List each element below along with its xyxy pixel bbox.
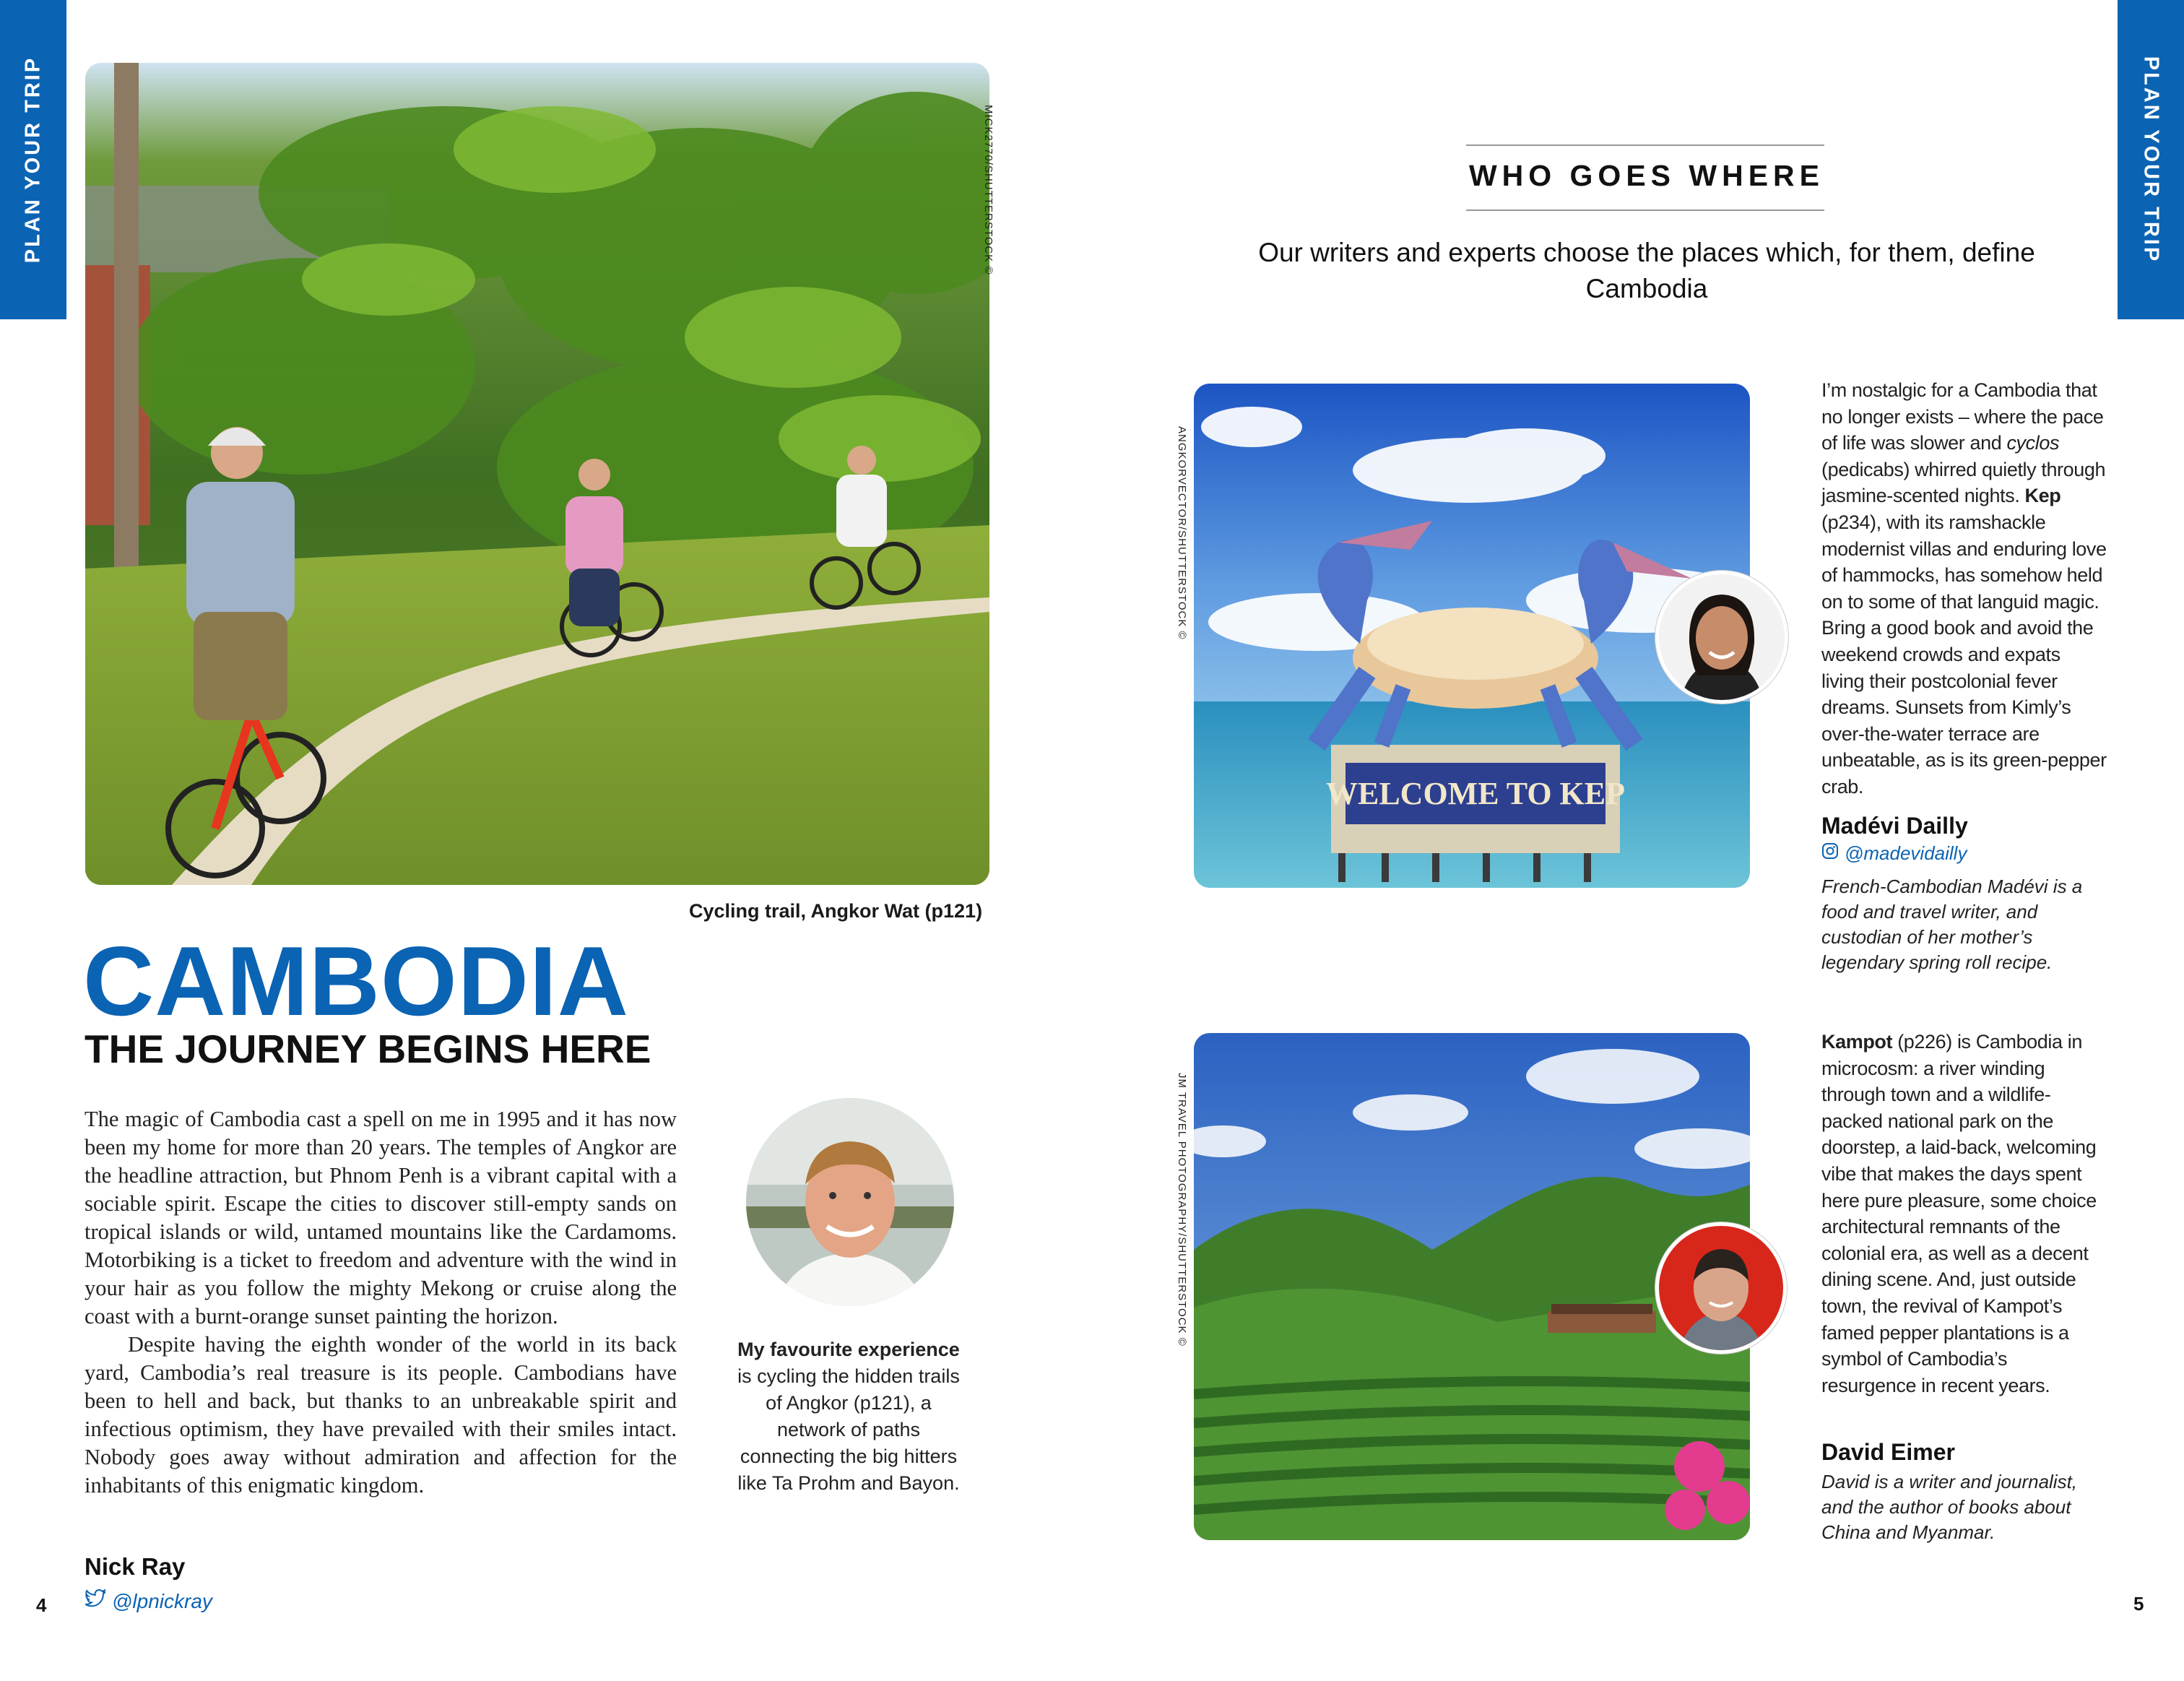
- page-number-right: 5: [2133, 1593, 2144, 1615]
- kep-text-0: I’m nostalgic for a Cambodia that no longer exists – where the pace of life was slower and: [1821, 379, 2104, 454]
- author-handle-text: @lpnickray: [112, 1589, 212, 1612]
- page-subtitle: THE JOURNEY BEGINS HERE: [84, 1027, 651, 1071]
- kampot-photo-credit: JM TRAVEL PHOTOGRAPHY/SHUTTERSTOCK ©: [1176, 1073, 1188, 1347]
- who-goes-where-heading: WHO GOES WHERE: [1468, 159, 1825, 192]
- favourite-experience: [729, 1336, 968, 1497]
- author-avatar-nick-ray: [746, 1098, 954, 1306]
- who-goes-where-subheading: Our writers and experts choose the places which, for them, define Cambodia: [1258, 238, 2035, 303]
- writer-name-madevi: Madévi Dailly: [1821, 813, 1968, 839]
- favourite-text: is cycling the hidden trails of Angkor (p121), a network of paths connecting the big hitters like Ta Prohm and Bayon.: [737, 1365, 960, 1494]
- writer-handle-madevi-text: @madevidailly: [1845, 842, 1967, 864]
- intro-paragraph: Despite having the eighth wonder of the world in its back yard, Cambodia’s real treasure is its people. Cambodians have been to hell and back, but thanks to an unbreakable spirit and infectious optimism, they have prevailed with their smiles intact. Nobody goes away without admiration and affection for the inhabitants of this enigmatic kingdom.: [84, 1332, 677, 1498]
- heading-rule-bottom: [1466, 209, 1824, 211]
- side-tab-left-label: PLAN YOUR TRIP: [21, 56, 45, 264]
- intro-text: [84, 1105, 677, 1500]
- side-tab-left: [0, 0, 66, 319]
- kep-text-1: cyclos: [2006, 432, 2060, 454]
- kep-text-4: (p234), with its ramshackle modernist villas and enduring love of hammocks, has somehow held on to some of that languid magic. Bring a good book and avoid the weekend crowds and expats living their postcolonial fever dreams. Sunsets from Kimly’s over-the-water terrace are unbeatable, as is its green-pepper crab.: [1821, 511, 2107, 798]
- page-number-left: 4: [36, 1594, 47, 1616]
- twitter-icon: [84, 1589, 106, 1613]
- author-handle[interactable]: [84, 1589, 212, 1613]
- cycling-photo-credit: MICK2770/SHUTTERSTOCK ©: [982, 105, 994, 275]
- writer-avatar-david: [1655, 1222, 1787, 1354]
- kep-text-3: Kep: [2024, 485, 2061, 507]
- heading-rule-top: [1466, 144, 1824, 146]
- writer-name-david: David Eimer: [1821, 1439, 1955, 1465]
- kep-photo-credit: ANGKORVECTOR/SHUTTERSTOCK ©: [1176, 426, 1188, 640]
- kampot-text-1: (p226) is Cambodia in microcosm: a river winding through town and a wildlife-packed national park on the doorstep, a laid-back, welcoming vibe that makes the days spent here pure pleasure, some choice architectural remnants of the colonial era, as well as a decent dining scene. And, just outside town, the revival of Kampot’s famed pepper plantations is a symbol of Cambodia’s resurgence in recent years.: [1821, 1031, 2097, 1396]
- kep-description: [1821, 377, 2107, 800]
- cycling-trail-photo: [85, 63, 989, 885]
- writer-handle-madevi[interactable]: [1821, 842, 1967, 865]
- cycling-photo-caption: Cycling trail, Angkor Wat (p121): [689, 900, 983, 922]
- writer-bio-david: David is a writer and journalist, and the author of books about China and Myanmar.: [1821, 1471, 2078, 1543]
- kampot-description: [1821, 1029, 2107, 1399]
- author-name: Nick Ray: [84, 1553, 186, 1580]
- side-tab-right: [2118, 0, 2184, 319]
- instagram-icon: [1821, 842, 1839, 865]
- kep-text-2: (pedicabs) whirred quietly through jasmine-scented nights.: [1821, 458, 2106, 507]
- kampot-text-0: Kampot: [1821, 1031, 1893, 1053]
- side-tab-right-label: PLAN YOUR TRIP: [2139, 56, 2163, 264]
- writer-avatar-madevi: [1655, 571, 1788, 704]
- writer-bio-madevi: French-Cambodian Madévi is a food and travel writer, and custodian of her mother’s legendary spring roll recipe.: [1821, 876, 2083, 973]
- kep-sign-text: WELCOME TO KEP: [1325, 776, 1626, 811]
- page-title: CAMBODIA: [83, 926, 629, 1036]
- favourite-lead: My favourite experience: [737, 1339, 960, 1360]
- intro-paragraph: The magic of Cambodia cast a spell on me in 1995 and it has now been my home for more than 20 years. The temples of Angkor are the headline attraction, but Phnom Penh is a vibrant capital with a sociable spirit. Escape the cities to discover still-empty sands on tropical islands or wild, untamed mountains like the Cardamoms. Motorbiking is a ticket to freedom and adventure with the wind in your hair as you follow the mighty Mekong or cruise along the coast with a burnt-orange sunset painting the horizon.: [84, 1107, 677, 1328]
